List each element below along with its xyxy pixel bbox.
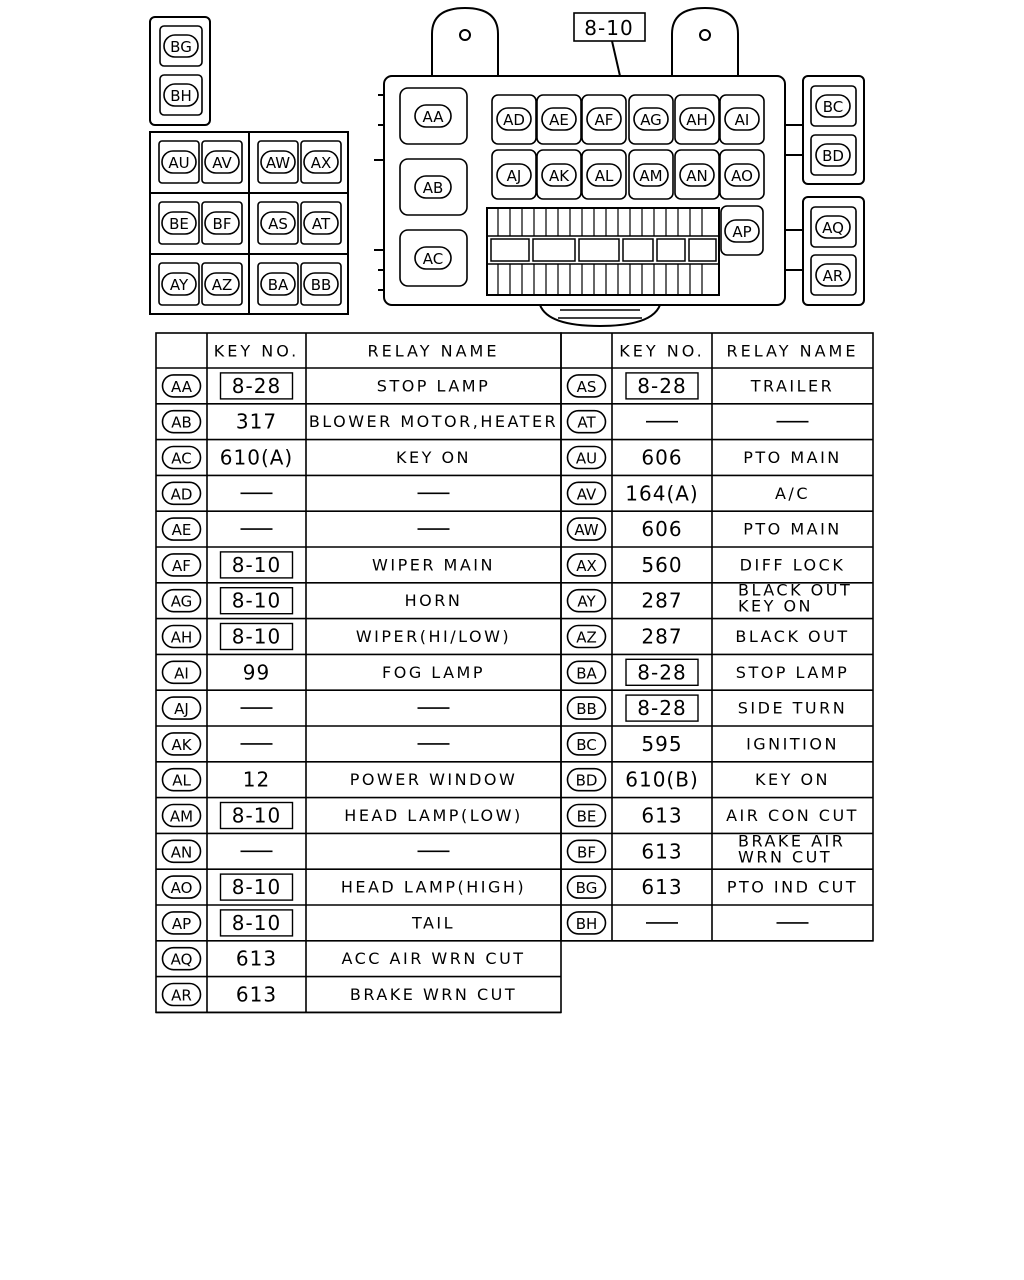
table-row bbox=[163, 660, 485, 684]
relay-name: SIDE TURN bbox=[737, 698, 848, 718]
slot-at-label: AT bbox=[311, 215, 331, 233]
slot-al-label: AL bbox=[594, 167, 614, 185]
row-code-bd bbox=[568, 769, 606, 791]
row-code-al bbox=[163, 769, 201, 791]
slot-ae-label: AE bbox=[549, 111, 569, 129]
row-code-ae-label: AE bbox=[171, 521, 192, 540]
slot-aq bbox=[816, 216, 850, 238]
slot-ba-label: BA bbox=[267, 276, 289, 294]
row-code-ai bbox=[163, 661, 201, 683]
row-code-am-label: AM bbox=[169, 807, 194, 826]
row-code-aa-label: AA bbox=[171, 377, 192, 396]
slot-ap bbox=[725, 220, 759, 242]
slot-ag bbox=[634, 108, 668, 130]
slot-bg bbox=[164, 35, 198, 57]
slot-be bbox=[162, 212, 196, 234]
row-code-af bbox=[163, 554, 201, 576]
relay-name: KEY ON bbox=[395, 448, 472, 467]
slot-ah-label: AH bbox=[686, 111, 708, 129]
row-code-bg-label: BG bbox=[575, 879, 598, 898]
row-code-ac-label: AC bbox=[171, 449, 192, 468]
slot-bb bbox=[304, 273, 338, 295]
slot-af bbox=[587, 108, 621, 130]
table-row bbox=[163, 803, 523, 829]
row-code-at bbox=[568, 411, 606, 433]
table-row bbox=[163, 947, 526, 971]
row-code-af-label: AF bbox=[172, 556, 191, 575]
row-code-bh bbox=[568, 912, 606, 934]
slot-ab-label: AB bbox=[422, 179, 444, 197]
top-ref-label: 8-10 bbox=[584, 16, 634, 40]
row-code-ap bbox=[163, 912, 201, 934]
row-code-ak-label: AK bbox=[171, 735, 192, 754]
slot-al bbox=[587, 164, 621, 186]
table-row bbox=[568, 659, 850, 685]
slot-az bbox=[205, 273, 239, 295]
slot-ao bbox=[725, 164, 759, 186]
row-code-bh-label: BH bbox=[575, 914, 598, 933]
slot-ae bbox=[542, 108, 576, 130]
slot-as-label: AS bbox=[268, 215, 288, 233]
table-row bbox=[163, 446, 472, 470]
slot-ab bbox=[415, 176, 451, 198]
key-no: 8-10 bbox=[231, 803, 282, 828]
row-code-be bbox=[568, 805, 606, 827]
row-code-bb bbox=[568, 697, 606, 719]
left-header-key: KEY NO. bbox=[213, 341, 300, 361]
key-no: 8-10 bbox=[231, 552, 282, 577]
relay-name: BLACK OUT bbox=[735, 627, 850, 646]
table-row bbox=[568, 912, 809, 934]
slot-aq-label: AQ bbox=[822, 219, 844, 237]
row-code-az bbox=[568, 626, 606, 648]
key-no: 8-10 bbox=[231, 875, 282, 900]
key-no: 164(A) bbox=[625, 481, 699, 506]
slot-ay-label: AY bbox=[169, 276, 189, 294]
slot-bg-label: BG bbox=[170, 38, 192, 56]
slot-ar bbox=[816, 264, 850, 286]
slot-ad-label: AD bbox=[503, 111, 525, 129]
slot-am bbox=[634, 164, 668, 186]
row-code-ar-label: AR bbox=[171, 986, 192, 1005]
relay-name: PTO MAIN bbox=[743, 448, 842, 467]
key-no: 8-28 bbox=[637, 696, 687, 721]
row-code-be-label: BE bbox=[576, 807, 597, 826]
slot-bc bbox=[816, 95, 850, 117]
key-no: 560 bbox=[641, 552, 683, 577]
slot-ah bbox=[680, 108, 714, 130]
key-no: 613 bbox=[641, 803, 683, 828]
slot-bd bbox=[816, 144, 850, 166]
key-no: 99 bbox=[242, 660, 271, 685]
relay-name: TRAILER bbox=[750, 376, 835, 396]
key-no: 613 bbox=[641, 839, 683, 864]
row-code-ad-label: AD bbox=[170, 485, 193, 504]
row-code-ab bbox=[163, 411, 201, 433]
row-code-ba-label: BA bbox=[576, 664, 597, 683]
slot-bc-label: BC bbox=[822, 98, 844, 116]
key-no: 610(A) bbox=[219, 445, 294, 470]
row-code-aq-label: AQ bbox=[170, 950, 193, 969]
slot-aw bbox=[261, 151, 295, 173]
table-row bbox=[568, 625, 850, 649]
slot-at bbox=[304, 212, 338, 234]
row-code-bd-label: BD bbox=[575, 771, 598, 790]
table-row bbox=[568, 446, 842, 470]
row-code-ai-label: AI bbox=[174, 664, 189, 683]
table-row bbox=[163, 410, 559, 434]
relay-name: DIFF LOCK bbox=[739, 555, 846, 575]
relay-name: PTO IND CUT bbox=[726, 877, 859, 897]
slot-ai-label: AI bbox=[734, 111, 750, 129]
key-no: 8-28 bbox=[637, 373, 687, 398]
slot-ay bbox=[162, 273, 196, 295]
table-row bbox=[568, 875, 859, 899]
table-row bbox=[163, 874, 527, 900]
slot-bh bbox=[164, 84, 198, 106]
row-code-ar bbox=[163, 984, 201, 1006]
relay-name: TAIL bbox=[411, 913, 456, 933]
right-header-key: KEY NO. bbox=[619, 341, 705, 361]
slot-ap-label: AP bbox=[732, 223, 752, 241]
row-code-ax-label: AX bbox=[576, 556, 597, 575]
row-code-aj bbox=[163, 697, 201, 719]
key-no: 613 bbox=[641, 875, 683, 900]
relay-name: A/C bbox=[774, 483, 811, 503]
slot-ag-label: AG bbox=[640, 111, 662, 129]
row-code-au-label: AU bbox=[575, 449, 598, 468]
row-code-bg bbox=[568, 876, 606, 898]
slot-ar-label: AR bbox=[822, 267, 844, 285]
slot-bf bbox=[205, 212, 239, 234]
key-no: 613 bbox=[235, 982, 278, 1007]
row-code-aq bbox=[163, 948, 201, 970]
key-no: 287 bbox=[641, 624, 683, 649]
row-code-aw-label: AW bbox=[574, 521, 599, 540]
relay-name: POWER WINDOW bbox=[349, 770, 518, 790]
slot-av-label: AV bbox=[212, 154, 232, 172]
row-code-bc bbox=[568, 733, 606, 755]
right-header-relay: RELAY NAME bbox=[726, 341, 859, 361]
key-no: 8-28 bbox=[231, 373, 282, 398]
row-code-bf-label: BF bbox=[577, 843, 596, 862]
relay-name: STOP LAMP bbox=[376, 376, 491, 396]
key-no: 8-10 bbox=[231, 588, 282, 613]
table-row bbox=[568, 768, 831, 792]
slot-bf-label: BF bbox=[212, 215, 232, 233]
row-code-ak bbox=[163, 733, 201, 755]
row-code-av bbox=[568, 482, 606, 504]
row-code-ag bbox=[163, 590, 201, 612]
slot-ak bbox=[542, 164, 576, 186]
slot-aa bbox=[415, 105, 451, 127]
row-code-ah bbox=[163, 626, 201, 648]
key-no: 613 bbox=[235, 946, 278, 971]
relay-name: BRAKE AIR WRN CUT bbox=[738, 831, 846, 867]
relay-name: HEAD LAMP(LOW) bbox=[344, 806, 523, 825]
key-no: 287 bbox=[641, 588, 683, 613]
slot-an bbox=[680, 164, 714, 186]
row-code-am bbox=[163, 805, 201, 827]
row-code-ao-label: AO bbox=[170, 879, 193, 898]
slot-aa-label: AA bbox=[422, 108, 444, 126]
row-code-at-label: AT bbox=[577, 413, 596, 432]
slot-as bbox=[261, 212, 295, 234]
slot-au bbox=[162, 151, 196, 173]
row-code-ag-label: AG bbox=[170, 592, 193, 611]
slot-av bbox=[205, 151, 239, 173]
key-no: 595 bbox=[641, 731, 683, 756]
table-row bbox=[568, 695, 848, 721]
reference-layer bbox=[574, 13, 645, 41]
slot-aj-label: AJ bbox=[506, 167, 522, 185]
slot-ax-label: AX bbox=[310, 154, 332, 172]
key-no: 8-10 bbox=[231, 624, 282, 649]
row-code-aw bbox=[568, 518, 606, 540]
relay-name: IGNITION bbox=[746, 734, 839, 754]
row-code-au bbox=[568, 447, 606, 469]
row-code-ax bbox=[568, 554, 606, 576]
slot-ao-label: AO bbox=[731, 167, 753, 185]
key-no: 317 bbox=[235, 409, 278, 434]
relay-name: ACC AIR WRN CUT bbox=[341, 949, 526, 969]
row-code-ba bbox=[568, 661, 606, 683]
table-row bbox=[568, 553, 846, 577]
row-code-an bbox=[163, 840, 201, 862]
relay-name: STOP LAMP bbox=[735, 662, 850, 682]
slot-ad bbox=[497, 108, 531, 130]
relay-name: AIR CON CUT bbox=[726, 806, 859, 825]
row-code-ah-label: AH bbox=[170, 628, 193, 647]
row-code-ae bbox=[163, 518, 201, 540]
relay-slot-layer bbox=[159, 26, 856, 305]
key-no: 8-28 bbox=[637, 660, 687, 685]
row-code-ao bbox=[163, 876, 201, 898]
slot-bd-label: BD bbox=[822, 147, 844, 165]
slot-af-label: AF bbox=[594, 111, 614, 129]
slot-ax bbox=[304, 151, 338, 173]
table-row bbox=[163, 768, 518, 792]
row-code-ab-label: AB bbox=[171, 413, 192, 432]
key-no: 606 bbox=[641, 445, 683, 470]
row-code-av-label: AV bbox=[576, 485, 597, 504]
key-no: 610(B) bbox=[625, 767, 699, 792]
relay-name: FOG LAMP bbox=[382, 662, 485, 682]
row-code-aj-label: AJ bbox=[174, 700, 189, 719]
slot-an-label: AN bbox=[686, 167, 708, 185]
slot-aw-label: AW bbox=[265, 154, 291, 172]
table-row bbox=[163, 373, 491, 399]
relay-table bbox=[156, 333, 873, 1012]
table-row bbox=[568, 732, 839, 756]
slot-aj bbox=[497, 164, 531, 186]
relay-name: WIPER(HI/LOW) bbox=[355, 627, 512, 646]
slot-ai bbox=[725, 108, 759, 130]
row-code-ay bbox=[568, 590, 606, 612]
key-no: 8-10 bbox=[231, 910, 282, 935]
left-header-relay: RELAY NAME bbox=[367, 341, 500, 361]
relay-name: BLACK OUT KEY ON bbox=[738, 580, 853, 616]
row-code-as-label: AS bbox=[576, 377, 597, 396]
relay-name: HORN bbox=[404, 591, 463, 611]
slot-bb-label: BB bbox=[310, 276, 332, 294]
table-row bbox=[163, 624, 512, 650]
row-code-bc-label: BC bbox=[576, 735, 597, 754]
slot-bh-label: BH bbox=[170, 87, 192, 105]
row-code-ac bbox=[163, 447, 201, 469]
row-code-ad bbox=[163, 482, 201, 504]
slot-au-label: AU bbox=[168, 154, 190, 172]
row-code-ap-label: AP bbox=[171, 914, 192, 933]
table-row bbox=[163, 552, 495, 578]
table-row bbox=[568, 481, 811, 505]
row-code-aa bbox=[163, 375, 201, 397]
relay-name: WIPER MAIN bbox=[372, 555, 495, 575]
relay-name: PTO MAIN bbox=[743, 519, 842, 539]
relay-name: BRAKE WRN CUT bbox=[349, 985, 518, 1004]
table-row bbox=[568, 517, 842, 541]
slot-ba bbox=[261, 273, 295, 295]
slot-az-label: AZ bbox=[211, 276, 233, 294]
row-code-bf bbox=[568, 840, 606, 862]
row-code-an-label: AN bbox=[170, 843, 193, 862]
table-row bbox=[568, 373, 835, 399]
key-no: 12 bbox=[242, 767, 271, 792]
key-no: 606 bbox=[641, 517, 683, 542]
slot-ac bbox=[415, 247, 451, 269]
table-row bbox=[163, 983, 518, 1007]
relay-name: HEAD LAMP(HIGH) bbox=[340, 877, 527, 897]
row-code-ay-label: AY bbox=[577, 592, 596, 611]
relay-name: BLOWER MOTOR,HEATER bbox=[308, 412, 559, 432]
slot-ac-label: AC bbox=[422, 250, 444, 268]
relay-name: KEY ON bbox=[754, 770, 831, 790]
row-code-az-label: AZ bbox=[576, 628, 597, 647]
row-code-as bbox=[568, 375, 606, 397]
table-row bbox=[568, 581, 853, 616]
slot-am-label: AM bbox=[639, 167, 663, 185]
slot-be-label: BE bbox=[169, 215, 189, 233]
slot-ak-label: AK bbox=[548, 167, 570, 185]
row-code-bb-label: BB bbox=[576, 700, 597, 719]
table-row bbox=[568, 831, 846, 866]
table-row bbox=[568, 411, 809, 433]
row-code-al-label: AL bbox=[172, 771, 191, 790]
